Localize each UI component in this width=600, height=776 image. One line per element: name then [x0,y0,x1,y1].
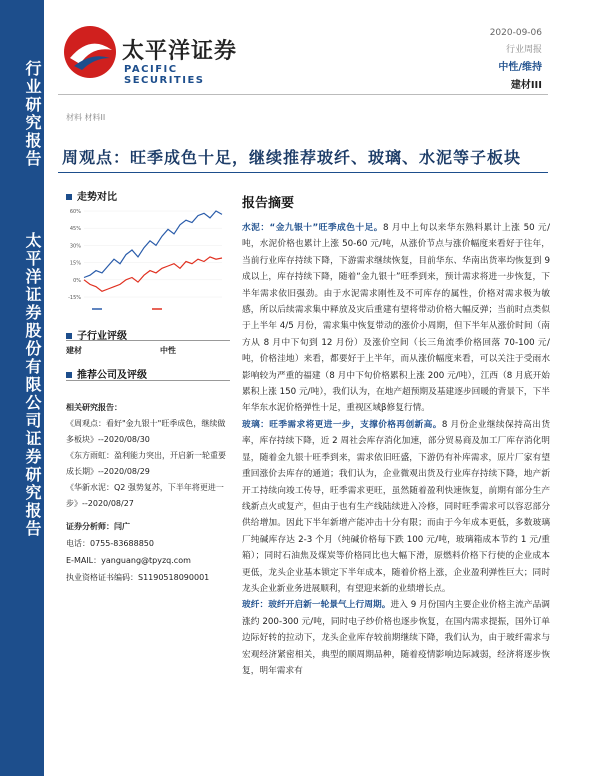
abstract-para-glass: 玻璃：旺季需求将更进一步，支撑价格再创新高。8 月份企业继续保持高出货率，库存持续下降，近 2 周社会库存消化加速，部分贸易商及加工厂库存消化明显，随着金九银十旺季到来，需求依旧旺盛，下游仍有补库需求，原片厂家有望重回涨价去库存的通道；我们认为，企业微观出货及行业库存持续下降，地产新开工持续向竣工传导，旺季需求更旺，虽然随着盈利快速恢复，前期有部分生产线新点火或复产，但由于也有生产线陆续进入冷修，同时旺季需求可以容忍部分供给增加。因此下半年新增产能冲击十分有限；而由于今年成本更低，多数玻璃厂纯碱库存达 2-3 个月（纯碱价格每下跌 100 元/吨，玻璃箱成本节约 1 元/重箱）；同时石油焦及煤炭等价格同比也大幅下滑，原燃料价格下行使的企业成本更低，龙头企业基本锁定下半年成本，随着价格上涨，企业盈利弹性巨大；同时龙头企业新业务进展顺利，有望迎来新的业绩增长点。 [242,419,551,594]
page-title: 周观点：旺季成色十足，继续推荐玻纤、玻璃、水泥等子板块 [62,148,522,167]
sidebar-top-text: 行业研究报告 [23,60,42,168]
company-logo [62,20,262,86]
sub-rating-value: 中性 [160,346,176,355]
sidebar [0,0,44,776]
related-head: 相关研究报告： [66,403,122,412]
report-type: 行业周报 [505,45,542,55]
related-item[interactable]: 《东方雨虹：盈利能力突出，开启新一轮重要成长期》--2020/08/29 [66,451,226,476]
abstract-para-cement: 水泥：“金九银十”旺季成色十足。8 月中上旬以来华东熟料累计上涨 50 元/吨，水泥价格也累计上涨 50-60 元/吨，从涨价节点与涨价幅度来看好于往年，当前行业库存持续下降，下游需求继续恢复，目前华东、华南出货率均恢复到 9 成以上，库存持续下降，随着“金九银十”旺季到来，预计需求将进一步恢复，下半年需求依旧强劲。由于水泥需求刚性及不可库存的属性，价格对需求极为敏感，所以后续需求集中释放及灾后重建有望将带动价格大幅反弹；当前时点类似于上半年 4/5 月份，需求集中恢复带动的涨价小周期，但下半年从涨价时间（南方从 8 月中下旬到 12 月份）及涨价空间（长三角流季价格回落 70-100 元/吨，价格洼地）来看，都要好于上半年，而从涨价幅度来看，可以关注于受雨水影响较为严重的福建（8 月中下旬价格累积上涨 200 元/吨），江西（8 月底开始累积上涨 150 元/吨），我们认为，在地产超预期及基建逐步回暖的背景下，下半年华东水泥价格弹性十足，重视区域β修复行情。 [242,223,551,414]
recommend-heading: 推荐公司及评级 [66,366,147,381]
sub-rating-heading: 子行业评级 [66,327,127,342]
y-tick-label: -15% [68,295,81,301]
rating-table-top-line [66,340,230,341]
bullet-icon [66,333,72,339]
y-tick-label: 45% [69,226,81,233]
header-divider [58,94,548,95]
abstract-para-fiberglass: 玻纤：玻纤开启新一轮景气上行周期。进入 9 月份国内主要企业价格主流产品调涨约 200-300 元/吨，同时电子纱价格也逐步恢复，在国内需求提振，国外订单边际好转的拉动下，龙头企业库存较前期继续下降，我们认为，由于玻纤需求与宏观经济紧密相关，典型的顺周期品种，随着疫情影响边际减弱，经济将逐步恢复，明年需求有 [242,600,550,676]
series-line-1 [84,257,222,291]
analyst-phone: 电话：0755-83688850 [66,539,154,548]
related-item[interactable]: 《周观点：看好"金九银十"旺季成色，继续做多板块》--2020/08/30 [66,419,226,444]
analyst-license: 执业资格证书编码：S1190518090001 [66,573,210,582]
logo-en-text: PACIFIC SECURITIES [124,64,205,86]
sector-name: 建材III [510,80,542,91]
y-tick-label: 30% [69,243,81,250]
trend-chart [62,205,230,315]
sub-rating-name: 建材 [66,346,82,355]
bullet-icon [66,372,72,378]
related-reports [66,400,231,512]
industry-rating: 中性/维持 [498,62,542,73]
category-path: 材料 材料II [66,113,106,122]
report-date: 2020-09-06 [489,28,542,38]
y-tick-label: 60% [69,209,81,215]
y-tick-label: 0% [73,277,81,284]
analyst-name: 证券分析师：闫广 [66,522,130,531]
analyst-info [66,518,236,586]
trend-heading: 走势对比 [66,188,117,203]
logo-emblem-icon [62,24,118,80]
abstract-body [242,220,550,679]
sidebar-bottom-text: 太平洋证券股份有限公司证券研究报告 [23,232,42,538]
title-divider [58,172,548,173]
logo-cn-text: 太平洋证券 [122,38,238,64]
series-line-0 [84,211,222,278]
analyst-email[interactable]: E-MAIL：yanguang@tpyzq.com [66,556,191,565]
related-item[interactable]: 《华新水泥：Q2 强势复苏，下半年将更进一步》--2020/08/27 [66,483,224,508]
recommend-divider [66,380,230,381]
y-tick-label: 15% [69,260,81,267]
abstract-heading: 报告摘要 [242,196,295,211]
bullet-icon [66,194,72,200]
